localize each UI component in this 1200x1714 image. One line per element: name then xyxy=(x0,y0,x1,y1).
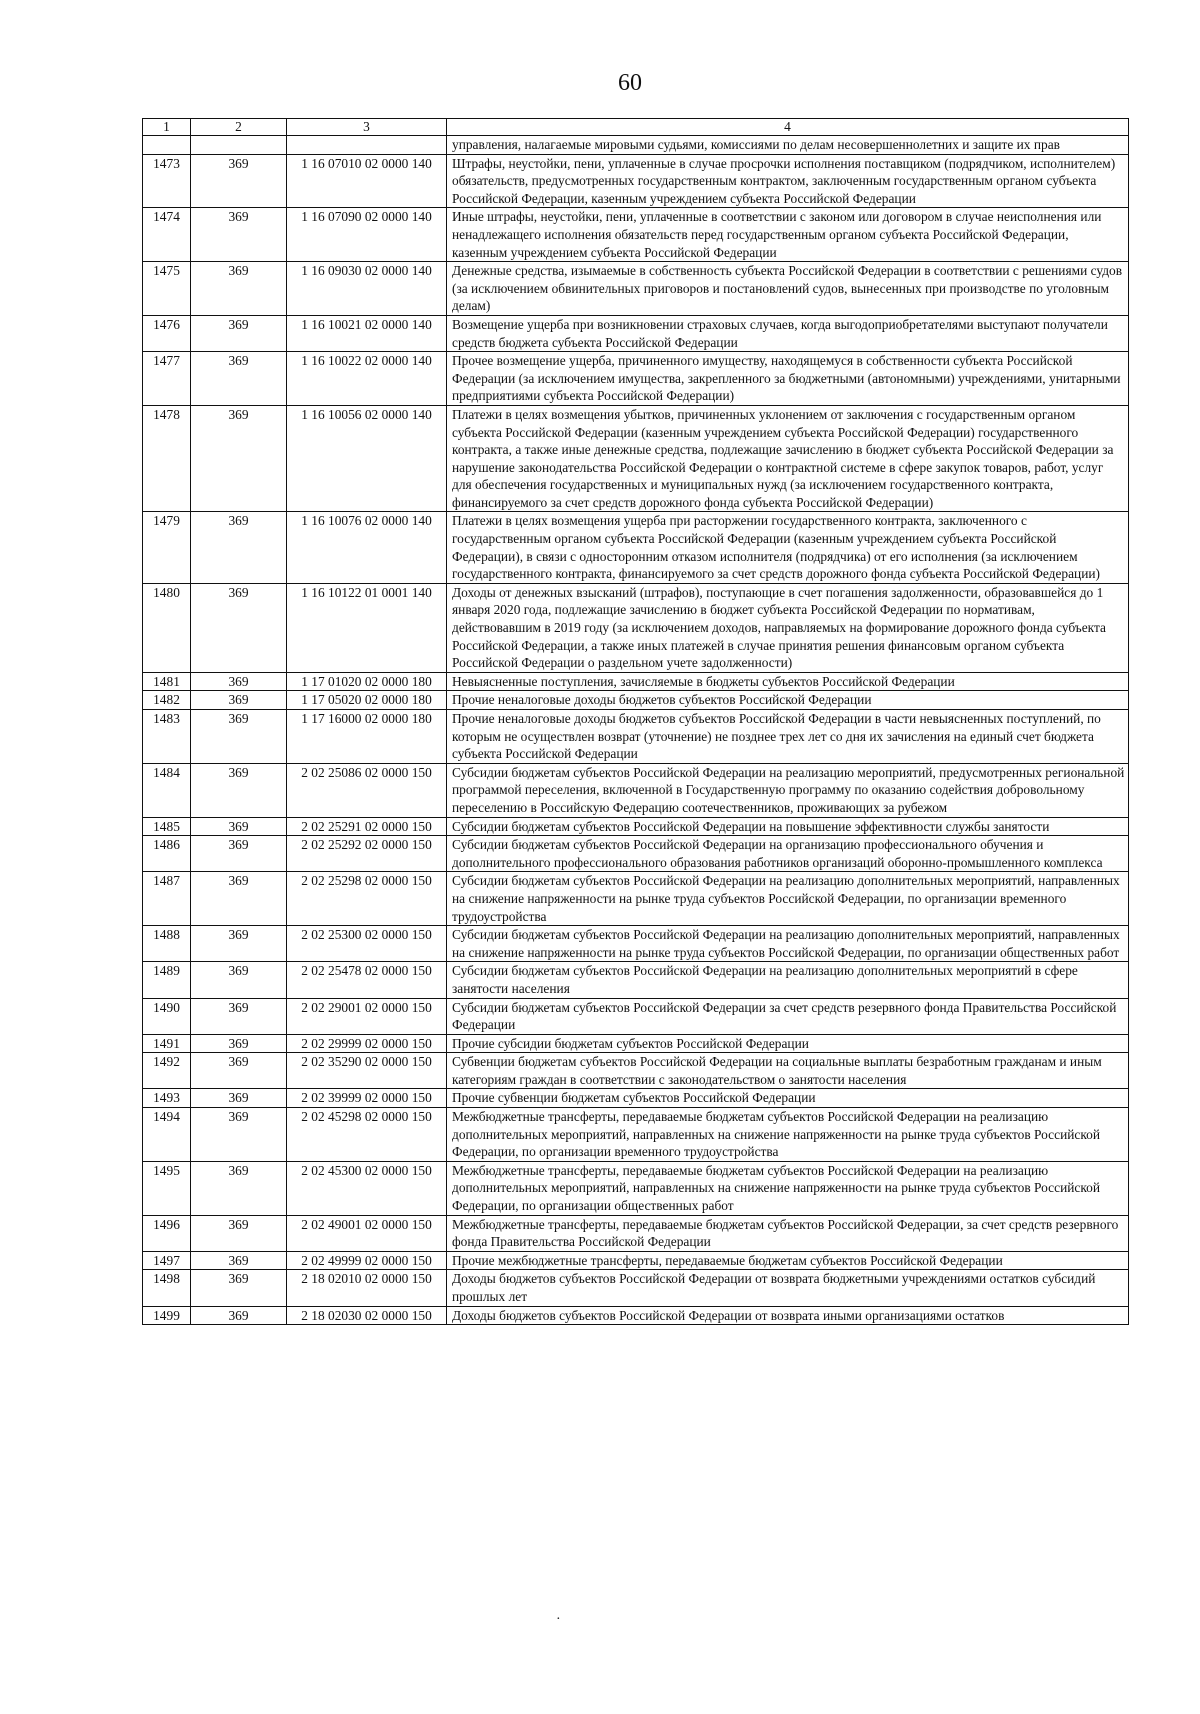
budget-classification-code: 1 16 09030 02 0000 140 xyxy=(287,262,447,316)
revenue-name: Субсидии бюджетам субъектов Российской Федерации на реализацию дополнительных мероприятий, направленных на снижение напряженности на рынке труда субъектов Российской Федерации, по организации временного трудоустройства xyxy=(447,872,1129,926)
revenue-name: Доходы бюджетов субъектов Российской Федерации от возврата бюджетными учреждениями остатков субсидий прошлых лет xyxy=(447,1270,1129,1306)
admin-code: 369 xyxy=(191,1215,287,1251)
table-row xyxy=(143,1215,1129,1251)
budget-classification-code: 2 02 25292 02 0000 150 xyxy=(287,836,447,872)
admin-code: 369 xyxy=(191,998,287,1034)
budget-classification-code: 1 16 07090 02 0000 140 xyxy=(287,208,447,262)
row-number: 1473 xyxy=(143,154,191,208)
budget-classification-code: 2 02 45298 02 0000 150 xyxy=(287,1108,447,1162)
admin-code: 369 xyxy=(191,1034,287,1053)
revenue-name: Возмещение ущерба при возникновении страховых случаев, когда выгодоприобретателями выступают получатели средств бюджета субъекта Российской Федерации xyxy=(447,315,1129,351)
admin-code: 369 xyxy=(191,1251,287,1270)
table-row xyxy=(143,1034,1129,1053)
revenue-name: Денежные средства, изымаемые в собственность субъекта Российской Федерации в соответствии с решениями судов (за исключением обвинительных приговоров и постановлений судов, вынесенных при производстве по уголовным делам) xyxy=(447,262,1129,316)
budget-classification-code: 1 16 10056 02 0000 140 xyxy=(287,405,447,512)
row-number: 1484 xyxy=(143,763,191,817)
row-number: 1494 xyxy=(143,1108,191,1162)
table-row xyxy=(143,315,1129,351)
admin-code: 369 xyxy=(191,836,287,872)
budget-classification-code: 1 16 10021 02 0000 140 xyxy=(287,315,447,351)
table-header xyxy=(143,119,1129,136)
admin-code: 369 xyxy=(191,405,287,512)
table-row xyxy=(143,1089,1129,1108)
budget-classification-code: 1 16 10022 02 0000 140 xyxy=(287,352,447,406)
row-number: 1493 xyxy=(143,1089,191,1108)
row-number: 1491 xyxy=(143,1034,191,1053)
table-row xyxy=(143,1251,1129,1270)
admin-code: 369 xyxy=(191,710,287,764)
budget-classification-code: 2 02 35290 02 0000 150 xyxy=(287,1053,447,1089)
budget-classification-code: 2 02 25291 02 0000 150 xyxy=(287,817,447,836)
row-number: 1476 xyxy=(143,315,191,351)
column-header-3: 3 xyxy=(287,119,447,136)
table-row xyxy=(143,1306,1129,1325)
budget-classification-code: 1 17 01020 02 0000 180 xyxy=(287,672,447,691)
row-number: 1498 xyxy=(143,1270,191,1306)
row-number: 1483 xyxy=(143,710,191,764)
budget-classification-code: 2 18 02030 02 0000 150 xyxy=(287,1306,447,1325)
table-row xyxy=(143,817,1129,836)
row-number: 1487 xyxy=(143,872,191,926)
row-number: 1486 xyxy=(143,836,191,872)
header-row xyxy=(143,119,1129,136)
row-number: 1475 xyxy=(143,262,191,316)
table-row xyxy=(143,998,1129,1034)
revenue-name: Прочие субсидии бюджетам субъектов Российской Федерации xyxy=(447,1034,1129,1053)
table-row xyxy=(143,208,1129,262)
revenue-name: управления, налагаемые мировыми судьями, комиссиями по делам несовершеннолетних и защите их прав xyxy=(447,136,1129,155)
budget-classification-code: 2 02 29001 02 0000 150 xyxy=(287,998,447,1034)
revenue-name: Доходы бюджетов субъектов Российской Федерации от возврата иными организациями остатков xyxy=(447,1306,1129,1325)
revenue-name: Межбюджетные трансферты, передаваемые бюджетам субъектов Российской Федерации на реализацию дополнительных мероприятий, направленных на снижение напряженности на рынке труда субъектов Российской Федерации, по организации временного трудоустройства xyxy=(447,1108,1129,1162)
row-number: 1485 xyxy=(143,817,191,836)
row-number: 1478 xyxy=(143,405,191,512)
revenue-name: Штрафы, неустойки, пени, уплаченные в случае просрочки исполнения поставщиком (подрядчиком, исполнителем) обязательств, предусмотренных государственным контрактом, заключенным государственным органом субъекта Российской Федерации, казенным учреждением субъекта Российской Федерации xyxy=(447,154,1129,208)
budget-classification-code: 2 02 25478 02 0000 150 xyxy=(287,962,447,998)
row-number xyxy=(143,136,191,155)
table-row xyxy=(143,1053,1129,1089)
row-number: 1477 xyxy=(143,352,191,406)
admin-code xyxy=(191,136,287,155)
admin-code: 369 xyxy=(191,1161,287,1215)
budget-classification-code: 2 18 02010 02 0000 150 xyxy=(287,1270,447,1306)
budget-classification-code: 2 02 25300 02 0000 150 xyxy=(287,926,447,962)
budget-classification-code: 2 02 29999 02 0000 150 xyxy=(287,1034,447,1053)
row-number: 1479 xyxy=(143,512,191,583)
admin-code: 369 xyxy=(191,817,287,836)
budget-classification-code: 2 02 25086 02 0000 150 xyxy=(287,763,447,817)
revenue-name: Межбюджетные трансферты, передаваемые бюджетам субъектов Российской Федерации на реализацию дополнительных мероприятий, направленных на снижение напряженности на рынке труда субъектов Российской Федерации, по организации общественных работ xyxy=(447,1161,1129,1215)
admin-code: 369 xyxy=(191,691,287,710)
budget-classification-code: 1 16 10076 02 0000 140 xyxy=(287,512,447,583)
revenue-name: Субсидии бюджетам субъектов Российской Федерации на повышение эффективности службы занятости xyxy=(447,817,1129,836)
row-number: 1481 xyxy=(143,672,191,691)
table-row xyxy=(143,672,1129,691)
table-row xyxy=(143,710,1129,764)
budget-classification-code: 1 16 07010 02 0000 140 xyxy=(287,154,447,208)
admin-code: 369 xyxy=(191,352,287,406)
admin-code: 369 xyxy=(191,1053,287,1089)
row-number: 1497 xyxy=(143,1251,191,1270)
table-row xyxy=(143,872,1129,926)
row-number: 1492 xyxy=(143,1053,191,1089)
column-header-2: 2 xyxy=(191,119,287,136)
budget-classification-code: 1 17 05020 02 0000 180 xyxy=(287,691,447,710)
revenue-name: Прочее возмещение ущерба, причиненного имуществу, находящемуся в собственности субъекта Российской Федерации (за исключением имущества, закрепленного за бюджетными (автономными) учреждениями, унитарными предприятиями субъекта Российской Федерации) xyxy=(447,352,1129,406)
admin-code: 369 xyxy=(191,512,287,583)
table-row xyxy=(143,1161,1129,1215)
column-header-1: 1 xyxy=(143,119,191,136)
admin-code: 369 xyxy=(191,872,287,926)
revenue-name: Доходы от денежных взысканий (штрафов), поступающие в счет погашения задолженности, образовавшейся до 1 января 2020 года, подлежащие зачислению в бюджет субъекта Российской Федерации по нормативам, действовавшим в 2019 году (за исключением доходов, направляемых на формирование дорожного фонда субъекта Российской Федерации, а также иных платежей в случае принятия решения финансовым органом субъекта Российской Федерации о раздельном учете задолженности) xyxy=(447,583,1129,672)
row-number: 1488 xyxy=(143,926,191,962)
admin-code: 369 xyxy=(191,154,287,208)
admin-code: 369 xyxy=(191,315,287,351)
revenue-name: Субсидии бюджетам субъектов Российской Федерации на реализацию мероприятий, предусмотренных региональной программой переселения, включенной в Государственную программу по оказанию содействия добровольному переселению в Российскую Федерацию соотечественников, проживающих за рубежом xyxy=(447,763,1129,817)
table-row xyxy=(143,136,1129,155)
table-row xyxy=(143,763,1129,817)
revenue-name: Субсидии бюджетам субъектов Российской Федерации на реализацию дополнительных мероприятий, направленных на снижение напряженности на рынке труда субъектов Российской Федерации, по организации общественных работ xyxy=(447,926,1129,962)
table-row xyxy=(143,262,1129,316)
admin-code: 369 xyxy=(191,1089,287,1108)
admin-code: 369 xyxy=(191,926,287,962)
revenue-name: Субсидии бюджетам субъектов Российской Федерации на организацию профессионального обучения и дополнительного профессионального образования работников организаций оборонно-промышленного комплекса xyxy=(447,836,1129,872)
budget-classification-code: 2 02 49001 02 0000 150 xyxy=(287,1215,447,1251)
budget-classification-code: 2 02 39999 02 0000 150 xyxy=(287,1089,447,1108)
table-row xyxy=(143,1270,1129,1306)
admin-code: 369 xyxy=(191,672,287,691)
admin-code: 369 xyxy=(191,1108,287,1162)
budget-classification-code: 2 02 45300 02 0000 150 xyxy=(287,1161,447,1215)
revenue-name: Прочие субвенции бюджетам субъектов Российской Федерации xyxy=(447,1089,1129,1108)
admin-code: 369 xyxy=(191,1306,287,1325)
budget-classification-code: 2 02 25298 02 0000 150 xyxy=(287,872,447,926)
budget-classification-code xyxy=(287,136,447,155)
table-row xyxy=(143,405,1129,512)
budget-revenue-table xyxy=(142,118,1129,1325)
admin-code: 369 xyxy=(191,208,287,262)
revenue-name: Иные штрафы, неустойки, пени, уплаченные в соответствии с законом или договором в случае неисполнения или ненадлежащего исполнения обязательств перед государственным органом субъекта Российской Федерации, казенным учреждением субъекта Российской Федерации xyxy=(447,208,1129,262)
revenue-name: Прочие неналоговые доходы бюджетов субъектов Российской Федерации в части невыясненных поступлений, по которым не осуществлен возврат (уточнение) не позднее трех лет со дня их зачисления на единый счет бюджета субъекта Российской Федерации xyxy=(447,710,1129,764)
revenue-name: Межбюджетные трансферты, передаваемые бюджетам субъектов Российской Федерации, за счет средств резервного фонда Правительства Российской Федерации xyxy=(447,1215,1129,1251)
revenue-name: Платежи в целях возмещения убытков, причиненных уклонением от заключения с государственным органом субъекта Российской Федерации (казенным учреждением субъекта Российской Федерации) государственного контракта, а также иные денежные средства, подлежащие зачислению в бюджет субъекта Российской Федерации за нарушение законодательства Российской Федерации о контрактной системе в сфере закупок товаров, работ, услуг для обеспечения государственных и муниципальных нужд (за исключением государственного контракта, финансируемого за счет средств дорожного фонда субъекта Российской Федерации) xyxy=(447,405,1129,512)
revenue-name: Субсидии бюджетам субъектов Российской Федерации на реализацию дополнительных мероприятий в сфере занятости населения xyxy=(447,962,1129,998)
table-body xyxy=(143,136,1129,1325)
row-number: 1499 xyxy=(143,1306,191,1325)
footer-dot: · xyxy=(556,1612,561,1627)
admin-code: 369 xyxy=(191,262,287,316)
revenue-name: Субвенции бюджетам субъектов Российской Федерации на социальные выплаты безработным гражданам и иным категориям граждан в соответствии с законодательством о занятости населения xyxy=(447,1053,1129,1089)
revenue-name: Невыясненные поступления, зачисляемые в бюджеты субъектов Российской Федерации xyxy=(447,672,1129,691)
admin-code: 369 xyxy=(191,1270,287,1306)
revenue-name: Субсидии бюджетам субъектов Российской Федерации за счет средств резервного фонда Правительства Российской Федерации xyxy=(447,998,1129,1034)
table-row xyxy=(143,691,1129,710)
table-row xyxy=(143,352,1129,406)
table-row xyxy=(143,512,1129,583)
revenue-name: Прочие межбюджетные трансферты, передаваемые бюджетам субъектов Российской Федерации xyxy=(447,1251,1129,1270)
table-row xyxy=(143,926,1129,962)
table-row xyxy=(143,836,1129,872)
row-number: 1490 xyxy=(143,998,191,1034)
revenue-name: Платежи в целях возмещения ущерба при расторжении государственного контракта, заключенного с государственным органом субъекта Российской Федерации (казенным учреждением субъекта Российской Федерации), в связи с односторонним отказом исполнителя (подрядчика) от его исполнения (за исключением государственного контракта, финансируемого за счет средств дорожного фонда субъекта Российской Федерации) xyxy=(447,512,1129,583)
admin-code: 369 xyxy=(191,763,287,817)
row-number: 1482 xyxy=(143,691,191,710)
revenue-name: Прочие неналоговые доходы бюджетов субъектов Российской Федерации xyxy=(447,691,1129,710)
budget-classification-code: 1 17 16000 02 0000 180 xyxy=(287,710,447,764)
budget-classification-code: 1 16 10122 01 0001 140 xyxy=(287,583,447,672)
row-number: 1489 xyxy=(143,962,191,998)
admin-code: 369 xyxy=(191,583,287,672)
admin-code: 369 xyxy=(191,962,287,998)
budget-classification-code: 2 02 49999 02 0000 150 xyxy=(287,1251,447,1270)
column-header-4: 4 xyxy=(447,119,1129,136)
table-row xyxy=(143,154,1129,208)
row-number: 1495 xyxy=(143,1161,191,1215)
row-number: 1496 xyxy=(143,1215,191,1251)
row-number: 1474 xyxy=(143,208,191,262)
table-row xyxy=(143,1108,1129,1162)
row-number: 1480 xyxy=(143,583,191,672)
table-row xyxy=(143,583,1129,672)
table-row xyxy=(143,962,1129,998)
page-number: 60 xyxy=(618,70,642,96)
